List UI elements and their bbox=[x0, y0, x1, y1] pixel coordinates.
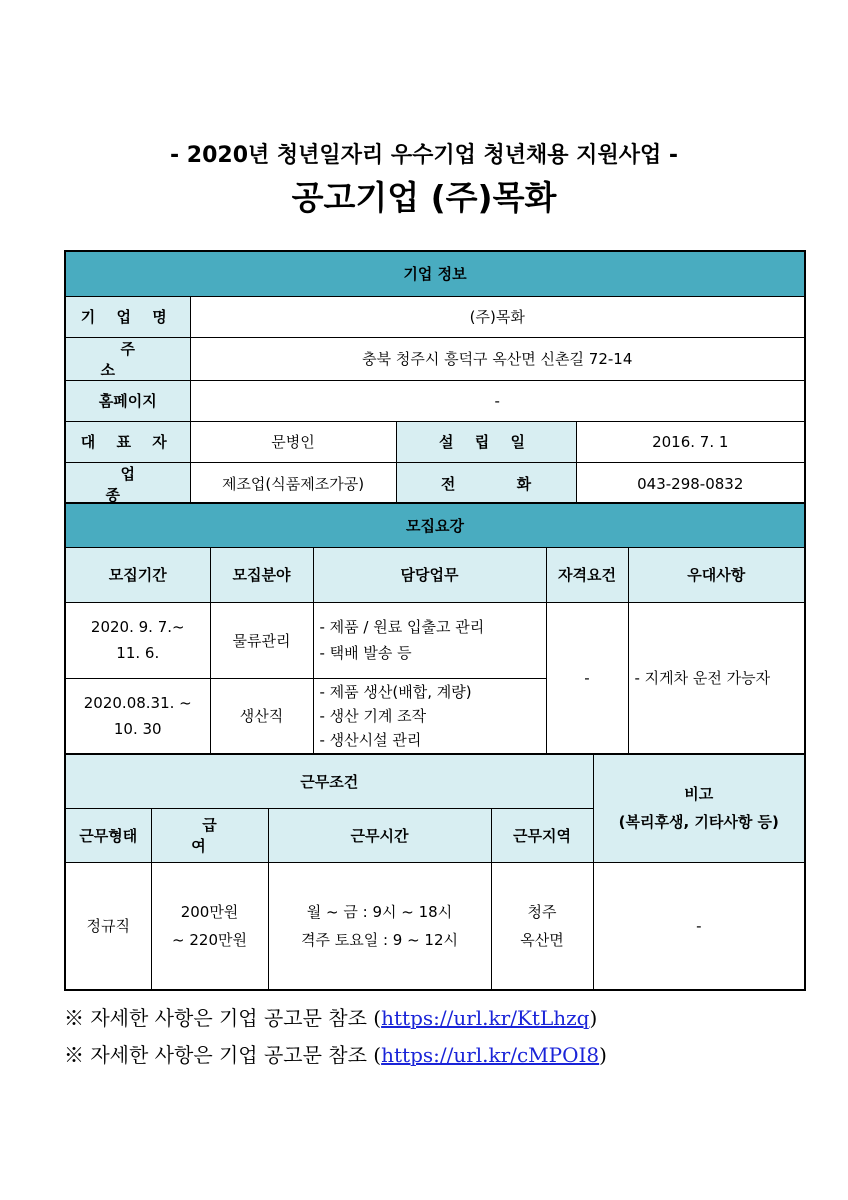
qualification-value: - bbox=[546, 602, 628, 754]
period-cell bbox=[65, 602, 210, 678]
location-city: 청주 bbox=[527, 902, 557, 921]
hours-weekday: 월 ~ 금 : 9시 ~ 18시 bbox=[306, 902, 453, 921]
phone-label: 전 화 bbox=[396, 462, 576, 506]
industry-value: 제조업(식품제조가공) bbox=[190, 462, 396, 506]
header-period: 모집기간 bbox=[65, 547, 210, 602]
header-field: 모집분야 bbox=[210, 547, 313, 602]
founded-label: 설 립 일 bbox=[396, 421, 576, 462]
remarks-title: 비고 bbox=[684, 785, 714, 804]
company-section-header: 기업 정보 bbox=[65, 251, 805, 296]
period-cell bbox=[65, 678, 210, 754]
location-cell bbox=[491, 862, 593, 990]
duties-cell bbox=[313, 602, 546, 678]
field-value: 물류관리 bbox=[210, 602, 313, 678]
phone-value: 043-298-0832 bbox=[576, 462, 805, 506]
remarks-header bbox=[593, 754, 805, 862]
duty-item: - 제품 / 원료 입출고 관리 bbox=[319, 618, 485, 636]
conditions-table bbox=[64, 753, 806, 991]
header-location: 근무지역 bbox=[491, 808, 593, 862]
address-label: 주 소 bbox=[65, 337, 190, 380]
reference-note: ※ 자세한 사항은 기업 공고문 참조 (https://url.kr/KtLhzq) bbox=[64, 1006, 598, 1030]
company-name-label: 기 업 명 bbox=[65, 296, 190, 337]
homepage-label: 홈페이지 bbox=[65, 380, 190, 421]
company-info-table bbox=[64, 250, 806, 507]
reference-note: ※ 자세한 사항은 기업 공고문 참조 (https://url.kr/cMPOI8) bbox=[64, 1043, 607, 1067]
header-duties: 담당업무 bbox=[313, 547, 546, 602]
pay-cell bbox=[151, 862, 268, 990]
duty-item: - 제품 생산(배합, 계량) bbox=[319, 682, 472, 701]
header-preference: 우대사항 bbox=[628, 547, 805, 602]
conditions-section-header: 근무조건 bbox=[65, 754, 593, 808]
header-qualification: 자격요건 bbox=[546, 547, 628, 602]
header-work-type: 근무형태 bbox=[65, 808, 151, 862]
period-start: 2020.08.31. ~ bbox=[83, 693, 192, 712]
address-value: 충북 청주시 흥덕구 옥산면 신촌길 72-14 bbox=[190, 337, 805, 380]
industry-label: 업 종 bbox=[65, 462, 190, 506]
duty-item: - 택배 발송 등 bbox=[319, 644, 412, 662]
company-name-value: (주)목화 bbox=[190, 296, 805, 337]
header-hours: 근무시간 bbox=[268, 808, 491, 862]
announcement-link[interactable]: https://url.kr/cMPOI8 bbox=[381, 1043, 600, 1067]
hours-saturday: 격주 토요일 : 9 ~ 12시 bbox=[300, 930, 459, 949]
duty-item: - 생산 기계 조작 bbox=[319, 706, 427, 725]
announcement-subtitle: - 2020년 청년일자리 우수기업 청년채용 지원사업 - bbox=[170, 143, 678, 168]
period-end: 10. 30 bbox=[113, 719, 162, 738]
preference-value: - 지게차 운전 가능자 bbox=[628, 602, 805, 754]
announcement-link[interactable]: https://url.kr/KtLhzq bbox=[381, 1006, 590, 1030]
ceo-label: 대 표 자 bbox=[65, 421, 190, 462]
duty-item: - 생산시설 관리 bbox=[319, 730, 422, 749]
pay-min: 200만원 bbox=[180, 902, 239, 921]
ceo-value: 문병인 bbox=[190, 421, 396, 462]
founded-value: 2016. 7. 1 bbox=[576, 421, 805, 462]
remarks-subtitle: (복리후생, 기타사항 등) bbox=[618, 813, 779, 832]
field-value: 생산직 bbox=[210, 678, 313, 754]
pay-max: ~ 220만원 bbox=[172, 930, 247, 949]
period-start: 2020. 9. 7.~ bbox=[90, 618, 185, 636]
remarks-value: - bbox=[593, 862, 805, 990]
hours-cell bbox=[268, 862, 491, 990]
location-district: 옥산면 bbox=[520, 930, 564, 949]
homepage-value: - bbox=[190, 380, 805, 421]
recruitment-table bbox=[64, 502, 806, 755]
recruit-section-header: 모집요강 bbox=[65, 503, 805, 547]
announcement-title: 공고기업 (주)목화 bbox=[291, 178, 557, 217]
header-pay: 급 여 bbox=[151, 808, 268, 862]
work-type-value: 정규직 bbox=[65, 862, 151, 990]
period-end: 11. 6. bbox=[116, 644, 160, 662]
duties-cell bbox=[313, 678, 546, 754]
